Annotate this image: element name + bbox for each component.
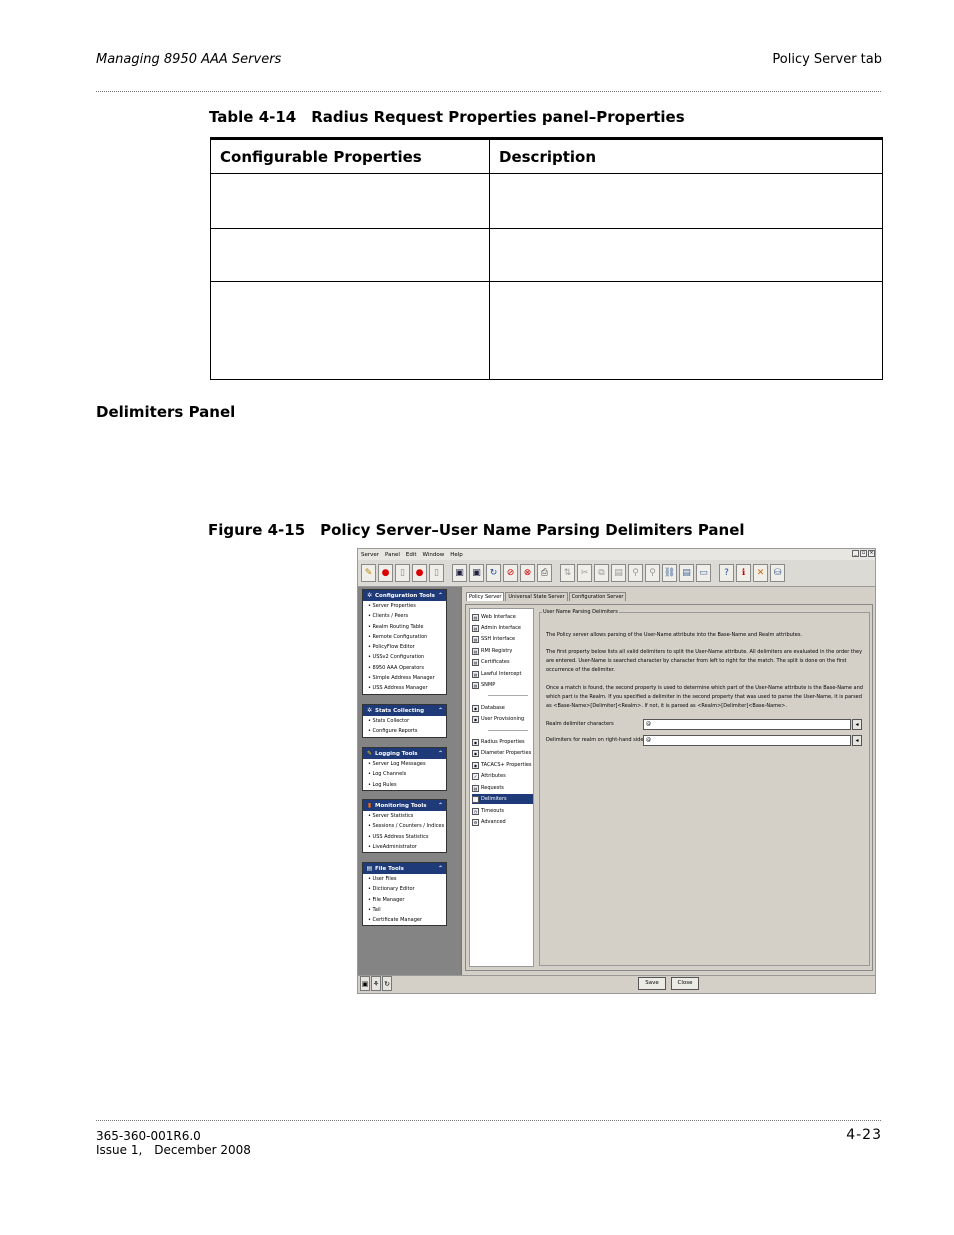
sidebar-item[interactable]: • Log Channels <box>368 771 407 778</box>
terminal-icon: ▤ <box>473 636 478 642</box>
sidebar-item[interactable]: • Configure Reports <box>368 728 418 735</box>
footer-doc-info <box>96 1129 251 1157</box>
tree-icon[interactable]: ⚘ <box>371 976 381 991</box>
tab-configuration-server[interactable]: Configuration Server <box>569 592 627 601</box>
panel-icon[interactable]: ▣ <box>360 976 370 991</box>
properties-table <box>210 137 883 380</box>
sidebar-item[interactable]: • Stats Collector <box>368 718 410 724</box>
realm-delimiter-label: Realm delimiter characters <box>546 721 614 727</box>
sidebar-item[interactable]: • Server Properties <box>368 603 416 609</box>
help-icon[interactable]: ? <box>719 564 734 582</box>
sidebar-item[interactable]: • Server Log Messages <box>368 761 426 767</box>
tree-divider <box>488 695 528 696</box>
figure-caption: Figure 4-15 Policy Server–User Name Parsing Delimiters Panel <box>208 521 745 539</box>
document-number: 365-360-001R6.0 <box>96 1129 201 1143</box>
group-configuration-tools: ✲ Configuration Tools ⌃ • Server Properties • Clients / Peers • Realm Routing Table • Remote Configuration • PolicyFlow Editor • USSv2 Configuration • 8950 AAA Operators • Simple Address Manager • USS Address Manager <box>362 589 447 695</box>
tree-item[interactable]: ▤ SNMP <box>473 682 496 688</box>
sidebar-item[interactable]: • 8950 AAA Operators <box>368 664 424 671</box>
app-screenshot <box>357 548 876 994</box>
table-row <box>211 229 883 282</box>
advanced-icon: ⚙ <box>473 819 478 825</box>
certificate-icon: ▤ <box>473 659 478 665</box>
description-paragraph: Once a match is found, the second property is used to determine which part of the User-Name attribute is the Base-Name and which part is the Realm. If you specified a delimiter in the second property that was used to parse the User-Name, it is parsed as <Base-Name>[Delimiter]<Realm>. If not, it is parsed as <Realm>[Delimiter]<Base-Name>. <box>546 685 863 709</box>
refresh-icon[interactable]: ↻ <box>486 564 501 582</box>
server-icon[interactable]: ▯ <box>395 564 410 582</box>
log-icon: ✎ <box>366 750 373 757</box>
restore-icon[interactable]: ▫ <box>861 550 866 556</box>
sidebar-item[interactable]: • USS Address Statistics <box>368 833 429 840</box>
sidebar-item[interactable]: • Remote Configuration <box>368 633 428 640</box>
registry-icon: ▤ <box>473 648 478 654</box>
server-tabs <box>466 592 626 601</box>
find-icon[interactable]: ⚲ <box>628 564 643 582</box>
tree-item[interactable]: ▤ Requests <box>473 785 504 791</box>
database-icon[interactable]: ⛁ <box>770 564 785 582</box>
menu-server[interactable]: Server <box>361 551 380 558</box>
tacacs-icon: ◉ <box>473 762 478 768</box>
fieldset-legend: User Name Parsing Delimiters <box>543 609 618 615</box>
group-monitoring-tools: ▮ Monitoring Tools ⌃ • Server Statistics • Sessions / Counters / Indices • USS Address Statistics • LiveAdministrator <box>362 799 447 853</box>
sidebar-item[interactable]: • File Manager <box>368 896 405 903</box>
close-button[interactable]: Close <box>671 977 699 990</box>
sidebar-item[interactable]: • USS Address Manager <box>368 685 428 692</box>
description-paragraph: The Policy server allows parsing of the User-Name attribute into the Base-Name and Realm attributes. <box>546 632 803 638</box>
section-heading: Delimiters Panel <box>96 403 236 421</box>
chevron-up-icon[interactable]: ⌃ <box>437 802 443 809</box>
sidebar-item[interactable]: • Realm Routing Table <box>368 623 424 630</box>
menu-panel[interactable]: Panel <box>385 551 400 558</box>
table-row <box>211 282 883 380</box>
window-controls <box>852 550 875 557</box>
chevron-up-icon[interactable]: ⌃ <box>437 865 443 872</box>
minimize-icon[interactable]: _ <box>852 550 859 557</box>
bottom-bar <box>358 975 876 994</box>
footer-rule <box>96 1120 881 1121</box>
sidebar-item[interactable]: • PolicyFlow Editor <box>368 644 415 651</box>
tree-item[interactable]: ◉ Diameter Properties <box>473 750 532 756</box>
link-icon[interactable]: ⛓ <box>662 564 677 582</box>
chart-icon: ✲ <box>366 707 373 714</box>
expand-arrow-icon[interactable]: ◂ <box>852 719 862 730</box>
intercept-icon: ▤ <box>473 671 478 677</box>
menu-edit[interactable]: Edit <box>405 551 417 558</box>
snmp-icon: ▤ <box>473 682 478 688</box>
requests-icon: ▤ <box>473 785 478 791</box>
tree-item-selected[interactable]: ▤ Delimiters <box>472 794 533 804</box>
expand-arrow-icon[interactable]: ◂ <box>852 735 862 746</box>
tree-item[interactable]: ▤ SSH Interface <box>473 636 516 642</box>
tree-divider <box>488 730 528 731</box>
file-icon: ▤ <box>366 865 373 872</box>
tree-item[interactable]: ◉ Radius Properties <box>473 739 525 745</box>
description-paragraph: The first property below lists all valid delimiters to split the User-Name attribute. All delimiters are evaluated in the order they are entered. User-Name is searched character by character from left to right for the match. The split is done on the first occurrence of the delimiter. <box>546 649 863 673</box>
print-icon[interactable]: ⎙ <box>537 564 552 582</box>
menu-bar <box>358 549 876 560</box>
group-file-tools: ▤ File Tools ⌃ • User Files • Dictionary Editor • File Manager • Tail • Certificate Manager <box>362 862 447 926</box>
tree-item[interactable]: ▤ RMI Registry <box>473 648 513 654</box>
sidebar-item[interactable]: • Dictionary Editor <box>368 886 415 893</box>
save-all-icon[interactable]: ▣ <box>469 564 484 582</box>
tree-item[interactable]: ▤ Certificates <box>473 659 510 665</box>
cut-icon[interactable]: ✂ <box>577 564 592 582</box>
checkbox-icon: ✓ <box>473 773 478 779</box>
right-hand-delimiter-input[interactable]: @ <box>643 735 851 746</box>
monitor-icon[interactable]: ▭ <box>696 564 711 582</box>
sync-icon[interactable]: ⇅ <box>560 564 575 582</box>
table-row <box>211 174 883 229</box>
chevron-up-icon[interactable]: ⌃ <box>437 750 443 757</box>
table-caption: Table 4-14 Radius Request Properties panel–Properties <box>209 108 685 126</box>
tools-icon[interactable]: ✕ <box>753 564 768 582</box>
issue-date: Issue 1, December 2008 <box>96 1143 251 1157</box>
sidebar-item[interactable]: • Sessions / Counters / Indices <box>368 823 445 830</box>
page-number: 4-23 <box>846 1127 882 1143</box>
realm-delimiter-input[interactable]: @ <box>643 719 851 730</box>
tree-item[interactable]: ⚙ Advanced <box>473 819 506 825</box>
chevron-up-icon[interactable]: ⌃ <box>437 592 443 599</box>
find-next-icon[interactable]: ⚲ <box>645 564 660 582</box>
save-icon[interactable]: ▣ <box>452 564 467 582</box>
cancel-icon[interactable]: ⊗ <box>520 564 535 582</box>
tree-item[interactable]: ▤ Admin Interface <box>473 625 521 631</box>
no-entry-icon[interactable]: ⊘ <box>503 564 518 582</box>
delimiters-icon: ▤ <box>473 796 478 802</box>
database-icon: ◉ <box>473 705 478 711</box>
tree-item[interactable]: ▤ Lawful Intercept <box>473 671 522 677</box>
wrench-icon: ✲ <box>366 592 373 599</box>
monitor-icon: ▮ <box>367 802 372 809</box>
tree-item[interactable]: ✓ Attributes <box>473 773 506 779</box>
tree-item[interactable]: ◷ Timeouts <box>473 808 505 814</box>
user-icon: ◉ <box>473 716 478 722</box>
tree-item[interactable]: ◉ TACACS+ Properties <box>473 762 532 768</box>
menu-help[interactable]: Help <box>450 551 463 558</box>
web-icon: ▤ <box>473 614 478 620</box>
table-header-description: Description <box>490 139 883 174</box>
tree-item[interactable]: ◉ User Provisioning <box>473 716 525 722</box>
save-button[interactable]: Save <box>638 977 666 990</box>
paste-icon[interactable]: ▤ <box>611 564 626 582</box>
right-hand-delimiter-label: Delimiters for realm on right-hand side <box>546 737 644 743</box>
tab-universal-state-server[interactable]: Universal State Server <box>505 592 567 601</box>
refresh-icon[interactable]: ↻ <box>382 976 392 991</box>
sidebar-item[interactable]: • Server Statistics <box>368 813 414 819</box>
tree-item[interactable]: ◉ Database <box>473 705 505 711</box>
copy-icon[interactable]: ⧉ <box>594 564 609 582</box>
panel-buttons <box>360 976 392 991</box>
sidebar-item[interactable]: • User Files <box>368 876 397 882</box>
timeouts-icon: ◷ <box>473 808 478 814</box>
group-logging-tools: ✎ Logging Tools ⌃ • Server Log Messages • Log Channels • Log Rules <box>362 747 447 791</box>
stop-icon[interactable]: ● <box>378 564 393 582</box>
sidebar-item[interactable]: • Log Rules <box>368 781 397 788</box>
diameter-icon: ◉ <box>473 750 478 756</box>
table-header-properties: Configurable Properties <box>211 139 490 174</box>
running-header-section: Policy Server tab <box>772 52 882 67</box>
sidebar-item[interactable]: • Tail <box>368 906 381 913</box>
stop-icon[interactable]: ● <box>412 564 427 582</box>
tree-item[interactable]: ▤ Web Interface <box>473 614 516 620</box>
sidebar-item[interactable]: • Simple Address Manager <box>368 675 435 682</box>
server-icon[interactable]: ▯ <box>429 564 444 582</box>
info-icon[interactable]: ℹ <box>736 564 751 582</box>
document-icon[interactable]: ▤ <box>679 564 694 582</box>
menu-window[interactable]: Window <box>422 551 445 558</box>
running-header-title: Managing 8950 AAA Servers <box>96 52 282 67</box>
admin-icon: ▤ <box>473 625 478 631</box>
toolbar <box>358 560 876 587</box>
pencil-icon[interactable]: ✎ <box>361 564 376 582</box>
sidebar-item[interactable]: • Clients / Peers <box>368 613 409 620</box>
tab-policy-server[interactable]: Policy Server <box>466 592 504 601</box>
sidebar-item[interactable]: • Certificate Manager <box>368 917 423 924</box>
chevron-up-icon[interactable]: ⌃ <box>437 707 443 714</box>
properties-tree <box>469 608 534 967</box>
tools-sidebar <box>358 587 461 975</box>
close-icon[interactable]: × <box>869 550 874 556</box>
group-stats-collecting: ✲ Stats Collecting ⌃ • Stats Collector • Configure Reports <box>362 704 447 738</box>
splitter[interactable] <box>461 587 462 994</box>
header-rule <box>96 91 881 92</box>
radius-icon: ◉ <box>473 739 478 745</box>
sidebar-item[interactable]: • USSv2 Configuration <box>368 654 425 661</box>
sidebar-item[interactable]: • LiveAdministrator <box>368 843 417 850</box>
